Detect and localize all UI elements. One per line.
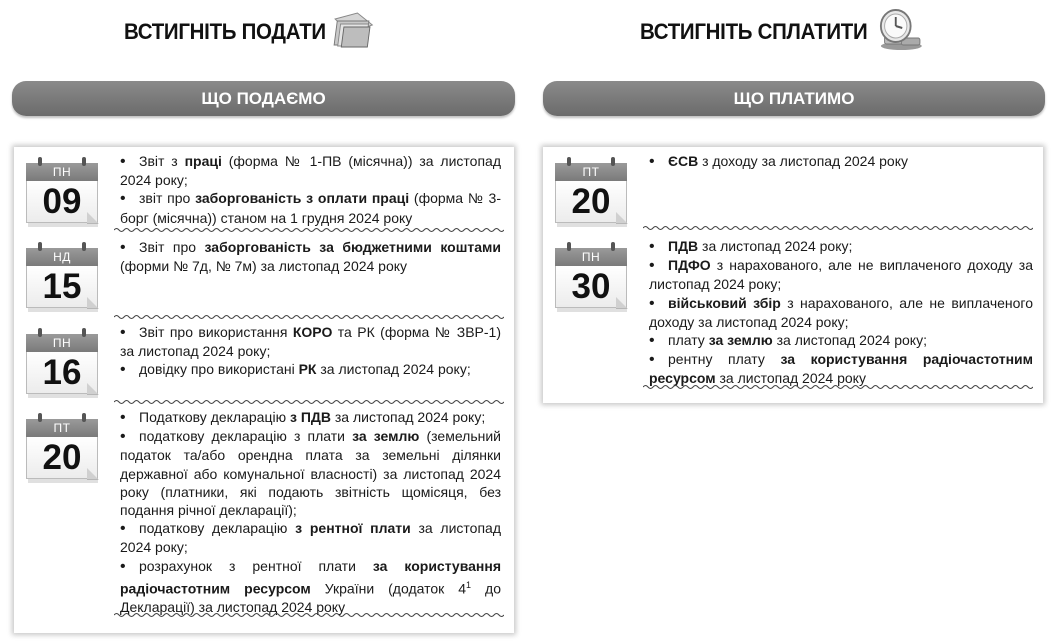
entry-text: • Звіт з праці (форма № 1-ПВ (місячна)) за листопад 2024 року; • звіт про заборгованість з оплати праці (форма № 3-борг (місячна)) станом на 1 грудня 2024 року: [120, 152, 501, 227]
entry-text: • ПДВ за листопад 2024 року; • ПДФО з нарахованого, але не виплаченого доходу за листопад 2024 року; • військовий збір з нарахованого, але не виплаченого доходу за листопад 2024 року; • плату за землю за листопад 2024 року; • рентну плату за користування радіочастотним ресурсом за листопад 2024 року: [649, 237, 1033, 388]
submit-title: ВСТИГНІТЬ ПОДАТИ: [124, 12, 378, 52]
submit-panel: [14, 147, 514, 633]
calendar-date: ПН 16: [26, 328, 98, 394]
clock-coins-icon: [873, 6, 925, 58]
calendar-date: ПТ 20: [26, 413, 98, 479]
pay-title: ВСТИГНІТЬ СПЛАТИТИ: [640, 12, 925, 52]
calendar-date: НД 15: [26, 242, 98, 308]
pay-panel: [543, 147, 1043, 403]
wavy-divider: [643, 225, 1033, 232]
entry-text: • ЄСВ з доходу за листопад 2024 року: [649, 152, 1033, 171]
wavy-divider: [114, 314, 504, 321]
calendar-date: ПН 09: [26, 157, 98, 223]
wavy-divider: [114, 227, 504, 234]
entry-text: • Звіт про заборгованість за бюджетними коштами (форми № 7д, № 7м) за листопад 2024 року: [120, 238, 501, 275]
wavy-divider: [114, 399, 504, 406]
wavy-divider: [643, 384, 1033, 391]
calendar-date: ПТ 20: [555, 157, 627, 223]
submit-section-header: ЩО ПОДАЄМО: [12, 81, 515, 116]
entry-text: • Податкову декларацію з ПДВ за листопад 2024 року; • податкову декларацію з плати за землю (земельний податок та/або орендна плата за земельні ділянки державної або комунальної власності) за листопад 2024 року (платники, які подають звітність щомісяця, без подання річної декларації); • податкову декларацію з рентної плати за листопад 2024 року; • розрахунок з рентної плати за користування радіочастотним ресурсом України (додаток $4^1$ до Декларації) за листопад 2024 року: [120, 408, 501, 616]
calendar-date: ПН 30: [555, 242, 627, 308]
folders-icon: [331, 9, 378, 55]
entry-text: • Звіт про використання КОРО та РК (форма № ЗВР-1) за листопад 2024 року; • довідку про використані РК за листопад 2024 року;: [120, 323, 501, 380]
pay-section-header: ЩО ПЛАТИМО: [543, 81, 1045, 116]
wavy-divider: [114, 612, 504, 619]
